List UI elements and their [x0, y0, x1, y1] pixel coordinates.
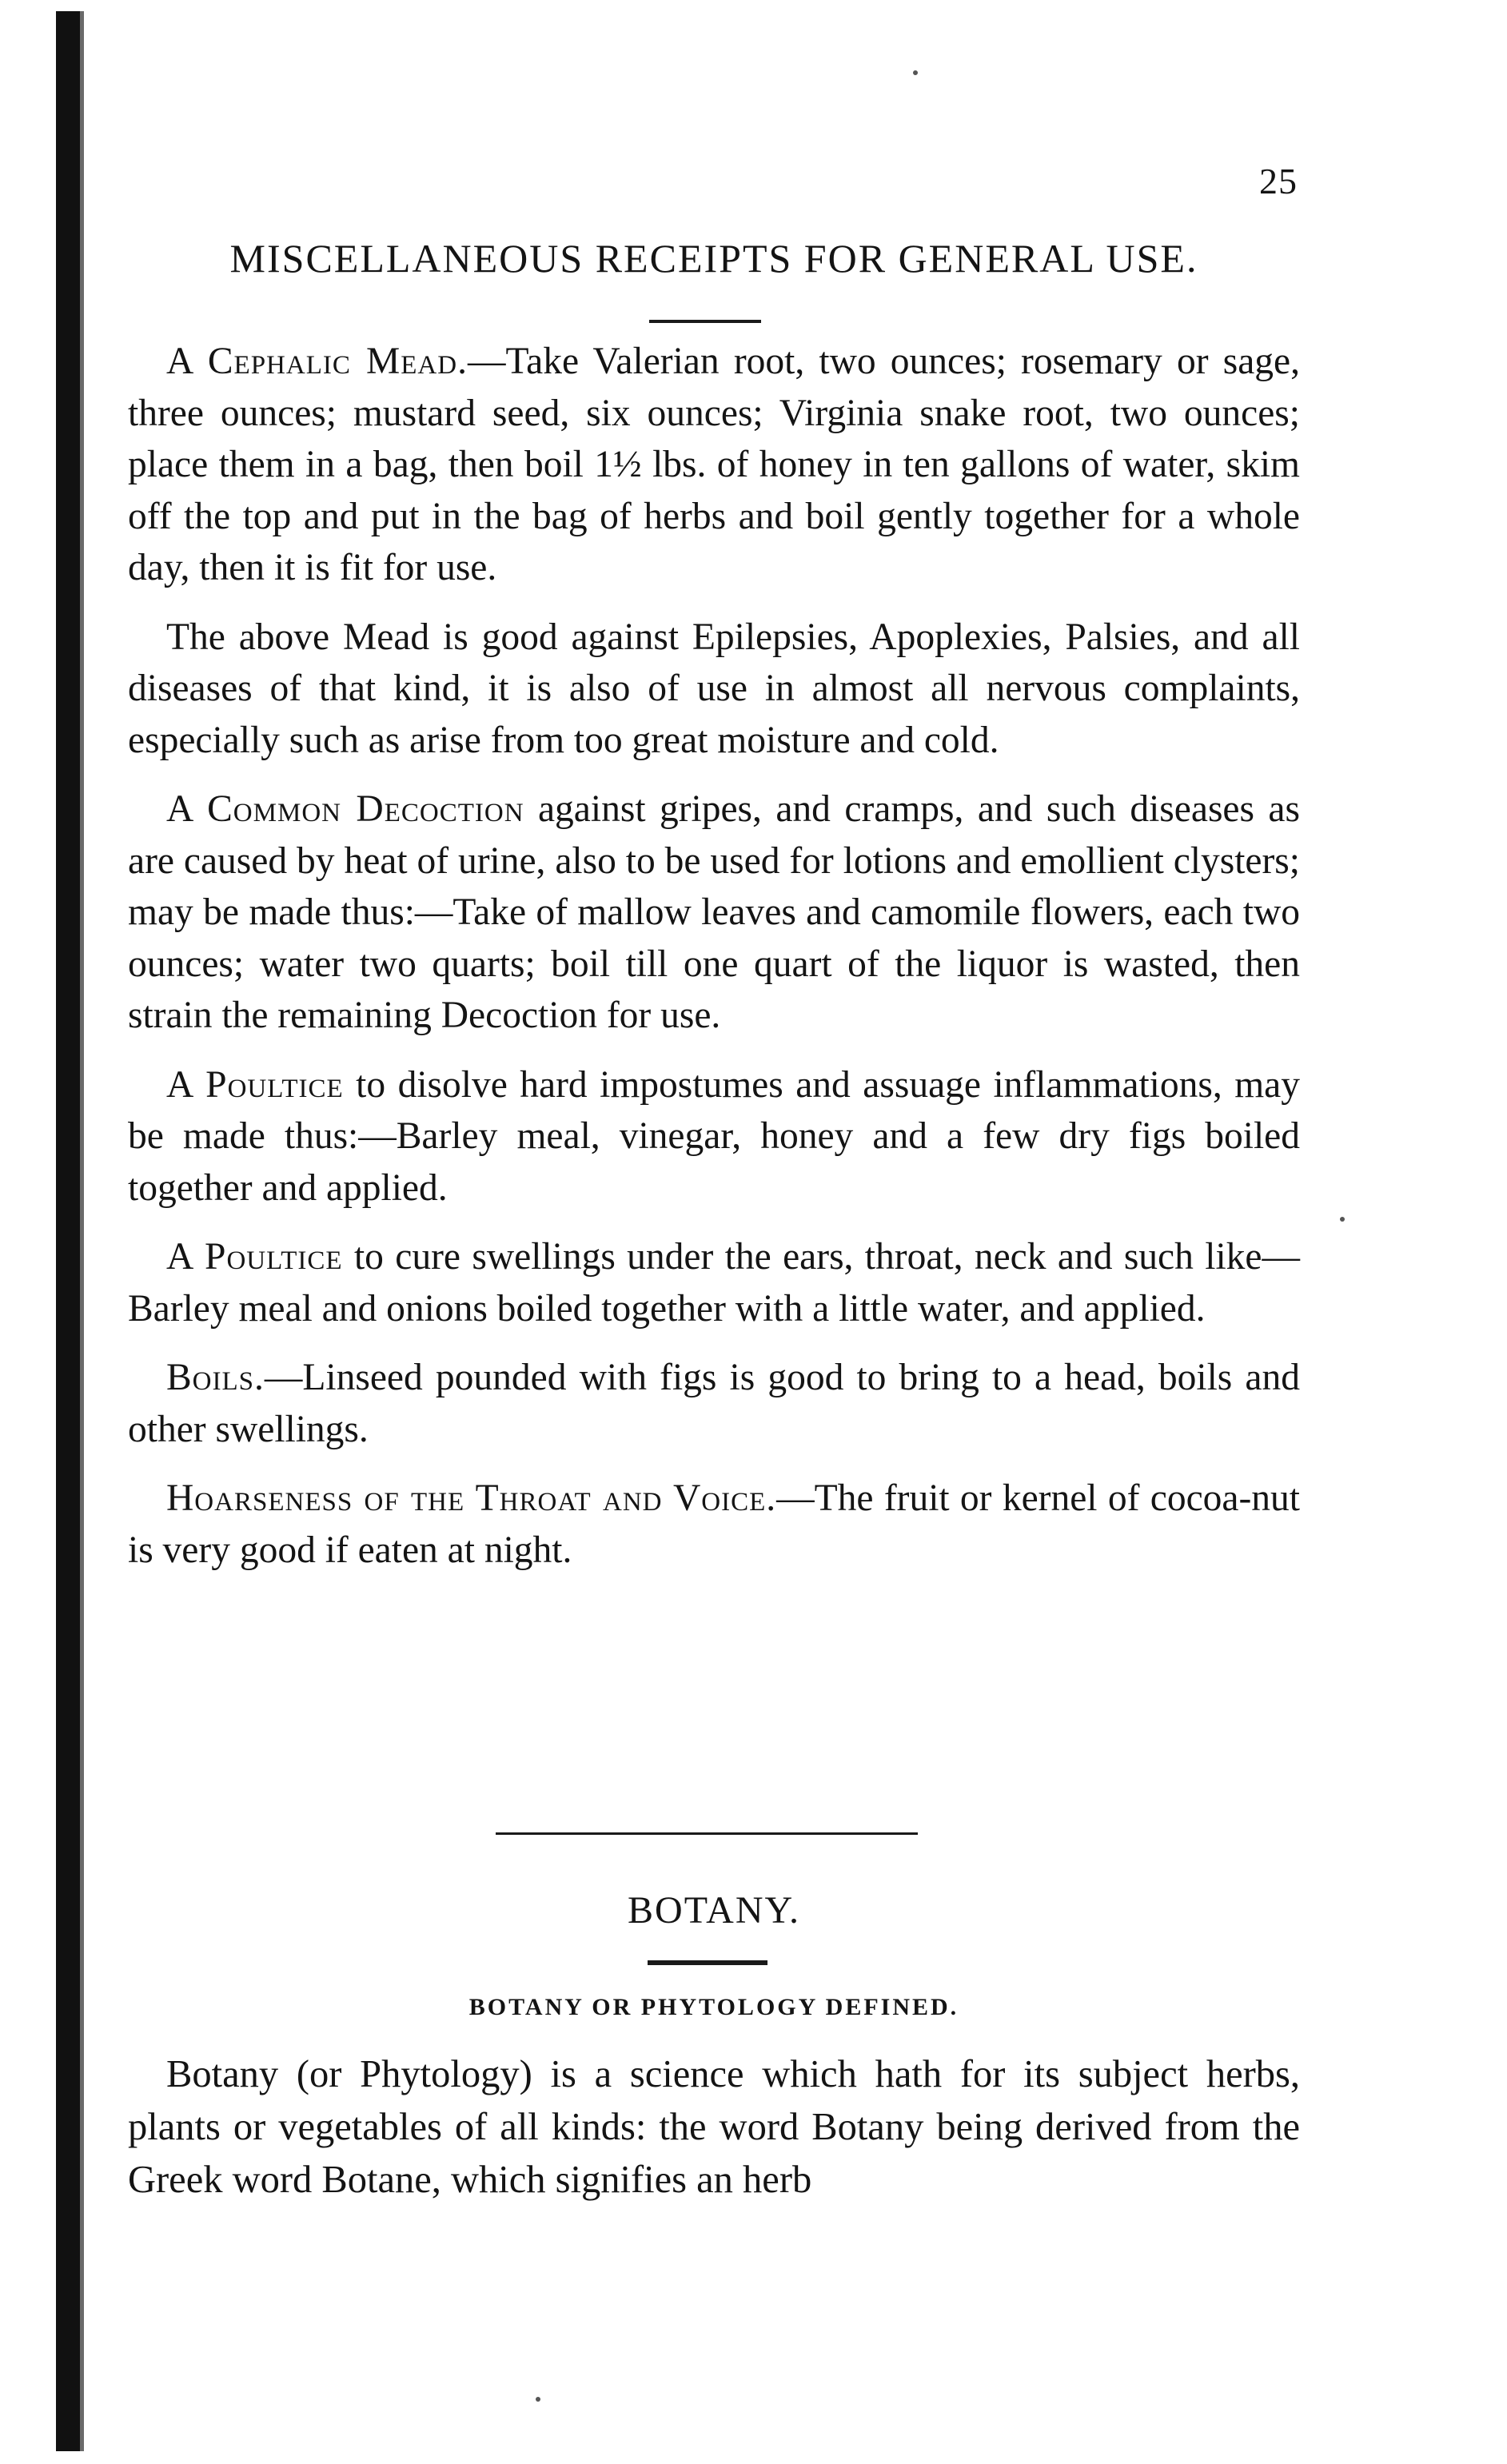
recipe-heading: A Common Decoction — [166, 788, 524, 830]
mead-note — [128, 612, 1300, 767]
recipe-common-decoction — [128, 783, 1300, 1042]
recipe-poultice-impostumes — [128, 1059, 1300, 1214]
botany-body — [128, 2048, 1300, 2224]
recipe-cephalic-mead — [128, 336, 1300, 594]
book-spine-shadow — [56, 11, 80, 2451]
recipe-heading: A Cephalic Mead. — [166, 341, 468, 382]
recipe-heading: A Poultice — [166, 1236, 343, 1278]
ink-speck — [913, 70, 918, 75]
ink-speck — [1340, 1217, 1345, 1222]
book-spine-edge — [80, 11, 84, 2451]
page-number: 25 — [1259, 161, 1298, 201]
botany-subheading: BOTANY OR PHYTOLOGY DEFINED. — [468, 1994, 959, 2020]
recipes-section — [128, 336, 1300, 1593]
botany-divider — [648, 1960, 767, 1965]
recipe-boils — [128, 1352, 1300, 1455]
recipe-heading: A Poultice — [166, 1063, 344, 1106]
recipe-text: —Take Valerian root, two ounces; rosemary or sage, three ounces; mustard seed, six ounces; Virginia snake root, two ounces; place them in a bag, then boil 1½ lbs. of honey in ten gallons of water, skim off the top and put in the bag of herbs and boil gently together for a whole day, then it is fit for use. — [128, 341, 1300, 588]
botany-heading: BOTANY. — [628, 1889, 800, 1932]
recipe-text: to cure swellings under the ears, throat, neck and such like—Barley meal and onions boiled together with a little water, and applied. — [128, 1236, 1300, 1330]
ink-speck — [536, 2397, 540, 2402]
recipe-text: to disolve hard impostumes and assuage inflammations, may be made thus:—Barley meal, vinegar, honey and a few dry figs boiled together and applied. — [128, 1063, 1300, 1209]
recipe-heading: Hoarseness of the Throat and Voice. — [166, 1477, 777, 1519]
section-divider — [496, 1832, 918, 1835]
recipe-hoarseness — [128, 1473, 1300, 1576]
recipe-text: against gripes, and cramps, and such diseases as are caused by heat of urine, also to be used for lotions and emollient clysters; may be made thus:—Take of mallow leaves and camomile flowers, each two ounces; water two quarts; boil till one quart of the liquor is wasted, then strain the remaining Decoction for use. — [128, 788, 1301, 1036]
recipe-text: —Linseed pounded with figs is good to bring to a head, boils and other swellings. — [128, 1357, 1300, 1450]
botany-definition: Botany (or Phytology) is a science which hath for its subject herbs, plants or vegetables of all kinds: the word Botany being derived from the Greek word Botane, which signifies an herb — [128, 2053, 1300, 2201]
recipe-heading: Boils. — [166, 1357, 265, 1398]
recipe-text: —The fruit or kernel of cocoa-nut is very good if eaten at night. — [128, 1477, 1300, 1571]
recipe-poultice-swellings — [128, 1231, 1300, 1334]
title-divider — [649, 320, 761, 323]
recipe-text: The above Mead is good against Epilepsies, Apoplexies, Palsies, and all diseases of that kind, it is also of use in almost all nervous complaints, especially such as arise from too great moisture and cold. — [128, 616, 1300, 761]
section-title: MISCELLANEOUS RECEIPTS FOR GENERAL USE. — [229, 236, 1198, 281]
